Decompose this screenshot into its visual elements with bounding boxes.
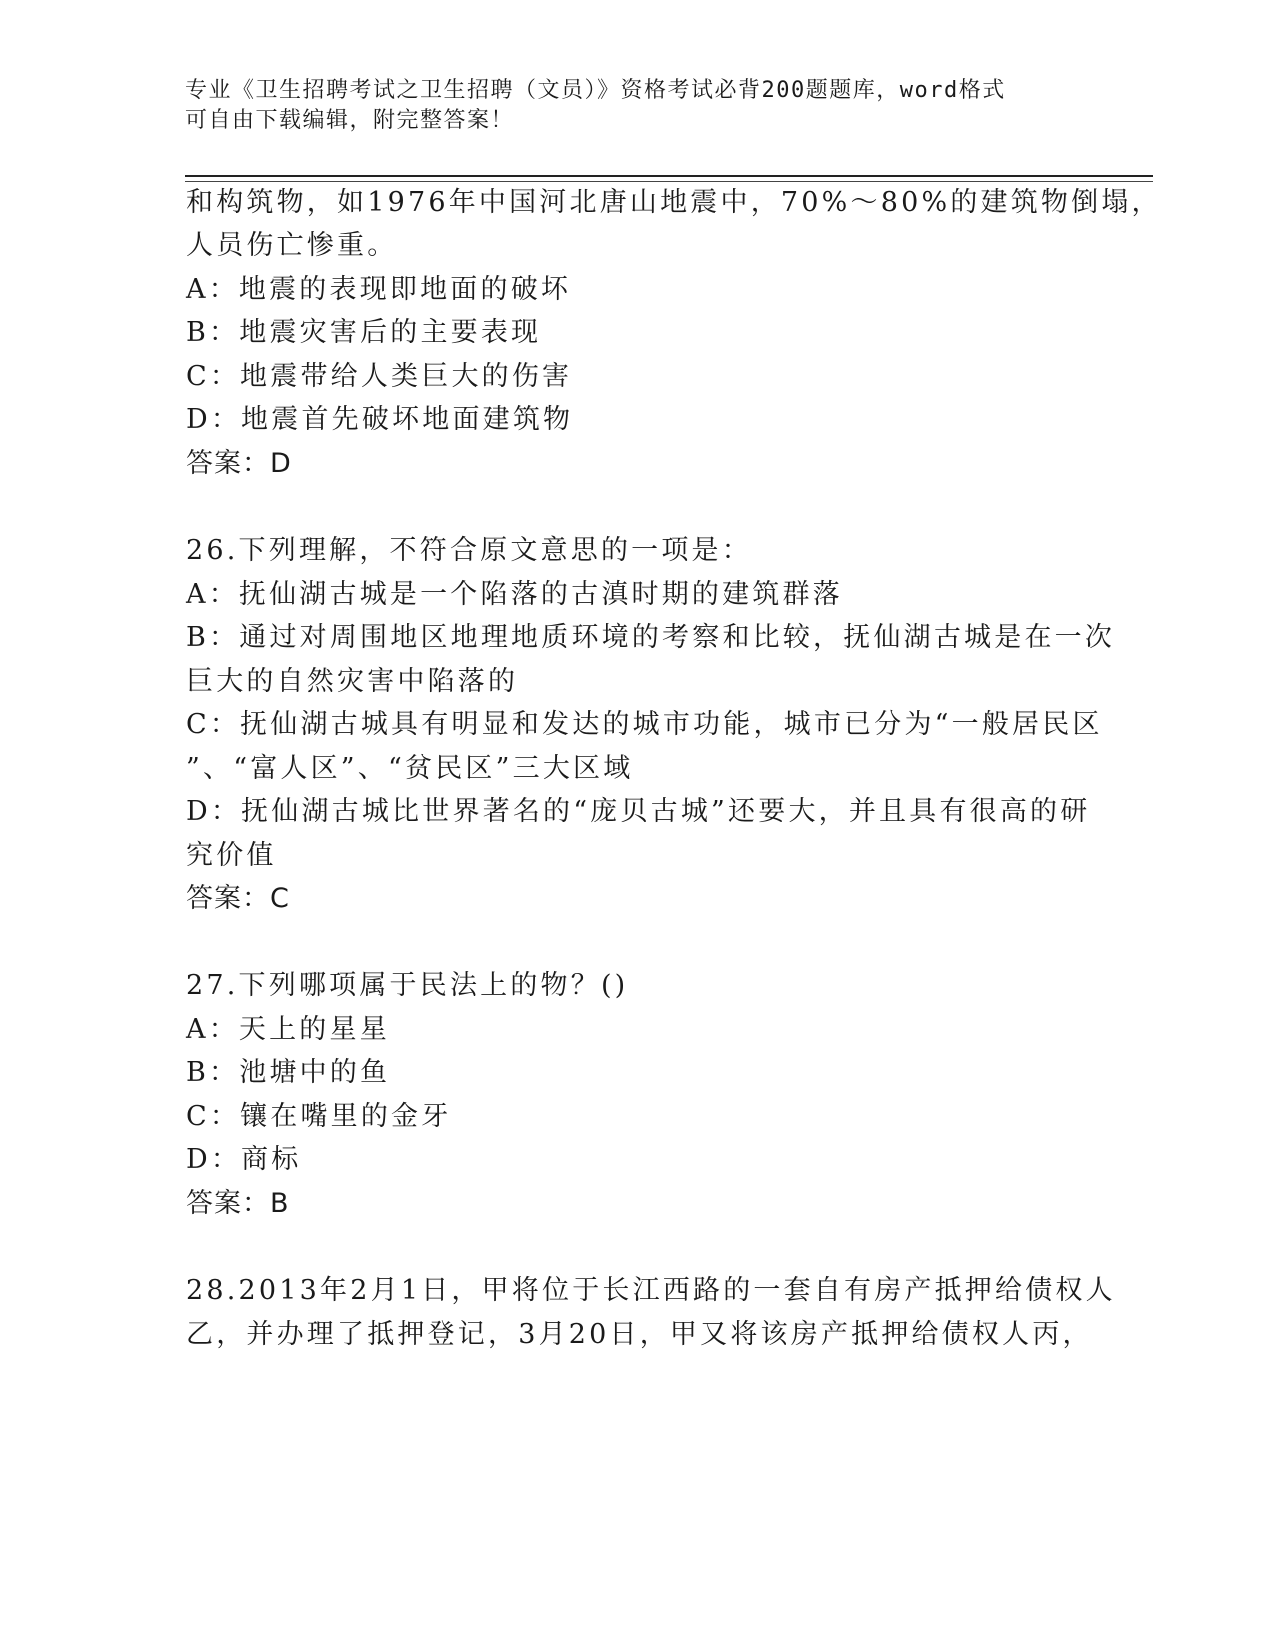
question-26-stem: 26.下列理解，不符合原文意思的一项是： xyxy=(186,535,752,566)
question-27-stem: 27.下列哪项属于民法上的物？() xyxy=(186,970,629,1001)
question-26-option-c-line-1: C：抚仙湖古城具有明显和发达的城市功能，城市已分为“一般居民区 xyxy=(186,709,1103,740)
question-25-option-a: A：地震的表现即地面的破坏 xyxy=(186,274,572,305)
question-25-option-b: B：地震灾害后的主要表现 xyxy=(186,317,542,348)
question-28-stem-line-1: 28.2013年2月1日，甲将位于长江西路的一套自有房产抵押给债权人 xyxy=(186,1275,1116,1306)
question-27-option-a: A：天上的星星 xyxy=(186,1014,390,1045)
header-divider-thick xyxy=(185,175,1153,177)
question-27-option-c: C：镶在嘴里的金牙 xyxy=(186,1101,452,1132)
question-25-option-d: D：地震首先破坏地面建筑物 xyxy=(186,404,574,435)
question-26-option-d-line-1: D：抚仙湖古城比世界著名的“庞贝古城”还要大，并且具有很高的研 xyxy=(186,796,1091,827)
question-26-option-b-line-2: 巨大的自然灾害中陷落的 xyxy=(186,666,519,697)
question-26-answer: 答案：C xyxy=(186,883,290,914)
question-25-text-line-1: 和构筑物，如1976年中国河北唐山地震中，70%～80%的建筑物倒塌， xyxy=(186,187,1162,218)
question-25-answer: 答案：D xyxy=(186,448,292,479)
question-26-option-d-line-2: 究价值 xyxy=(186,840,277,871)
document-header xyxy=(185,76,1055,136)
question-25-option-c: C：地震带给人类巨大的伤害 xyxy=(186,361,573,392)
question-28-stem-line-2: 乙，并办理了抵押登记，3月20日，甲又将该房产抵押给债权人丙， xyxy=(186,1319,1093,1350)
question-25-text-line-2: 人员伤亡惨重。 xyxy=(186,230,398,261)
header-divider-thin xyxy=(185,181,1153,182)
question-27-answer: 答案：B xyxy=(186,1188,290,1219)
header-title-line-2: 可自由下载编辑，附完整答案！ xyxy=(185,108,515,133)
question-27-option-b: B：池塘中的鱼 xyxy=(186,1057,391,1088)
question-26-option-c-line-2: ”、“富人区”、“贫民区”三大区域 xyxy=(186,753,634,784)
question-27-option-d: D：商标 xyxy=(186,1144,302,1175)
question-26-option-a: A：抚仙湖古城是一个陷落的古滇时期的建筑群落 xyxy=(186,579,843,610)
question-26-option-b-line-1: B：通过对周围地区地理地质环境的考察和比较，抚仙湖古城是在一次 xyxy=(186,622,1116,653)
header-title-line-1: 专业《卫生招聘考试之卫生招聘（文员）》资格考试必背200题题库，word格式 xyxy=(185,78,1006,103)
